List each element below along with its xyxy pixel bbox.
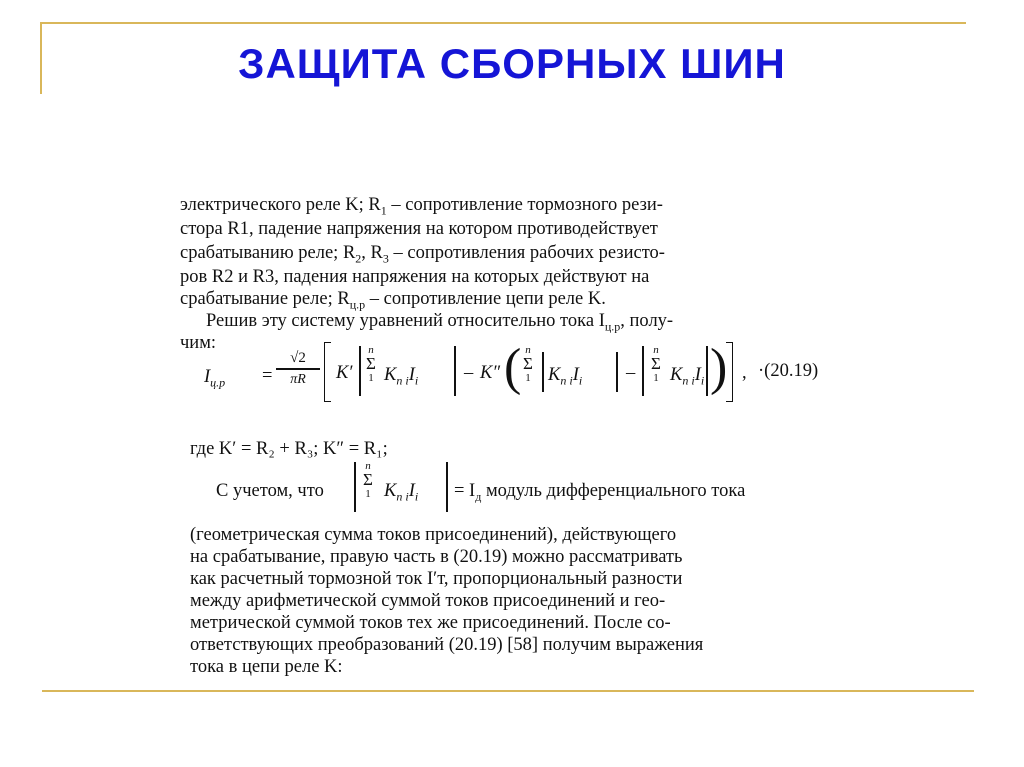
text-line: тока в цепи реле K:	[190, 657, 343, 677]
formula-k2: K″	[480, 363, 501, 383]
formula-paren-right: )	[710, 339, 728, 396]
formula-k1: K′	[336, 363, 353, 383]
text-line: где K′ = R₂ + R₃; K″ = R₁;	[190, 439, 388, 459]
formula-eq: =	[262, 366, 273, 386]
formula-abs-bar	[616, 352, 618, 392]
formula-minus: –	[464, 363, 474, 383]
formula-number: ·(20.19)	[758, 361, 819, 381]
text-line: как расчетный тормозной ток I′т, пропорциональный разности	[190, 569, 683, 589]
formula-sum: n Σ 1	[651, 344, 661, 384]
text-line: электрического реле K; $R_1$ – сопротивление тормозного рези-	[180, 195, 663, 218]
formula-sum: n Σ 1	[523, 344, 533, 384]
formula-term: $K_{п i}I_i$	[384, 365, 419, 388]
formula-abs-bar	[542, 352, 544, 392]
text-line: на срабатывание, правую часть в (20.19) можно рассматривать	[190, 547, 683, 567]
text-line: С учетом, что	[216, 481, 324, 501]
formula-term: $K_{п i}I_i$	[548, 365, 583, 388]
formula-minus: –	[626, 363, 636, 383]
formula-paren-left: (	[504, 339, 522, 396]
text-line: ров R2 и R3, падения напряжения на которых действуют на	[180, 267, 650, 287]
text-line: = $I_д$ модуль дифференциального тока	[454, 481, 746, 504]
text-line: ответствующих преобразований (20.19) [58] получим выражения	[190, 635, 704, 655]
formula-fraction: √2 πR	[276, 350, 320, 388]
formula-sum: n Σ 1	[366, 344, 376, 384]
formula-term: $K_{п i}I_i$	[384, 481, 419, 504]
formula-abs-bar	[354, 462, 356, 512]
text-line: Решив эту систему уравнений относительно тока $I_{ц.р}$, полу-	[206, 311, 674, 334]
formula-abs-bar	[454, 346, 456, 396]
formula-term: $K_{п i}I_i$	[670, 365, 705, 388]
formula-abs-bar	[359, 346, 361, 396]
formula-abs-bar	[706, 346, 708, 396]
formula-abs-bar	[642, 346, 644, 396]
frame-top-line	[40, 22, 966, 24]
text-line: между арифметической суммой токов присоединений и гео-	[190, 591, 666, 611]
formula-sum: n Σ 1	[363, 460, 373, 500]
frame-bottom-line	[42, 690, 974, 692]
formula-bracket-left	[324, 342, 331, 402]
formula-bracket-right	[726, 342, 733, 402]
text-line: чим:	[180, 333, 217, 353]
formula-abs-bar	[446, 462, 448, 512]
text-line: срабатыванию реле; $R_2$, $R_3$ – сопротивления рабочих резисто-	[180, 243, 665, 266]
formula-20-19	[176, 340, 856, 406]
formula-lhs: $I_{ц.р}$	[204, 367, 226, 390]
text-line: метрической суммой токов тех же присоединений. После со-	[190, 613, 671, 633]
slide-title: ЗАЩИТА СБОРНЫХ ШИН	[238, 40, 786, 87]
text-line: срабатывание реле; $R_{ц.р}$ – сопротивление цепи реле K.	[180, 289, 606, 312]
text-line: стора R1, падение напряжения на котором противодействует	[180, 219, 658, 239]
text-line: (геометрическая сумма токов присоединений), действующего	[190, 525, 677, 545]
scanned-text-block	[176, 180, 856, 690]
formula-comma: ,	[742, 363, 747, 383]
